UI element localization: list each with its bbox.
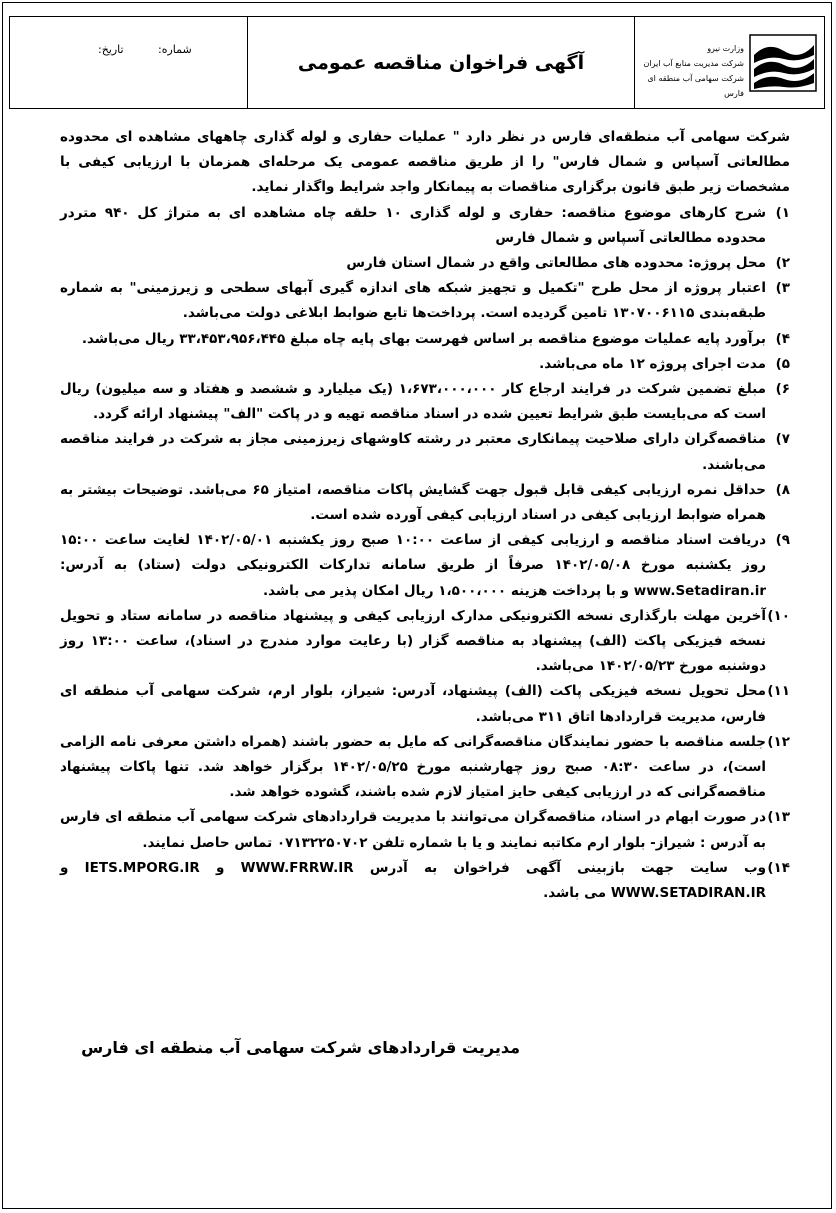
item-text: آخرین مهلت بارگذاری نسخه الکترونیکی مدارک ارزیابی کیفی و پیشنهاد مناقصه در سامانه ستاد و تحویل نسخه فیزیکی پاکت (الف) پیشنهاد به مناقصه گزار (با رعایت موارد مندرج در اسناد)، ساعت ۱۳:۰۰ روز دوشنبه مورخ ۱۴۰۲/۰۵/۲۳ می‌باشد. — [60, 607, 766, 675]
list-item — [60, 251, 790, 276]
setadiran-link[interactable]: www.Setadiran.ir — [633, 582, 766, 599]
item-number: ۸) — [775, 481, 790, 498]
announcement-body — [60, 125, 790, 906]
list-item — [60, 377, 790, 427]
item-text: حداقل نمره ارزیابی کیفی قابل قبول جهت گشایش پاکات مناقصه، امتیاز ۶۵ می‌باشد. توضیحات بیشتر به همراه ضوابط ارزیابی کیفی در اسناد ارزیابی کیفی آورده شده است. — [60, 481, 766, 524]
intro-paragraph: شرکت سهامی آب منطقه‌ای فارس در نظر دارد " عملیات حفاری و لوله گذاری چاههای مشاهده ای محدوده مطالعاتی آسپاس و شمال فارس" را از طریق مناقصه عمومی یک مرحله‌ای همزمان با ارزیابی کیفی با مشخصات زیر طبق قانون برگزاری مناقصات به پیمانکار واجد شرایط واگذار نماید. — [60, 129, 790, 196]
list-item — [60, 201, 790, 251]
title-cell — [248, 17, 635, 108]
logo-cell — [635, 17, 824, 108]
water-company-logo-icon — [748, 33, 818, 93]
frrw-link[interactable]: WWW.FRRW.IR — [240, 859, 354, 876]
number-label: شماره: — [158, 43, 192, 56]
item-text: مناقصه‌گران دارای صلاحیت پیمانکاری معتبر در رشته کاوشهای زیرزمینی مجاز به شرکت در فرایند مناقصه می‌باشند. — [60, 431, 766, 473]
item-text — [60, 856, 766, 906]
item-text: جلسه مناقصه با حضور نمایندگان مناقصه‌گرانی که مایل به حضور باشند (همراه داشتن معرفی نامه الزامی است)، در ساعت ۰۸:۳۰ صبح روز چهارشنبه مورخ ۱۴۰۲/۰۵/۲۵ برگزار خواهد شد. تنها پاکات پیشنهاد مناقصه‌گرانی که در ارزیابی کیفی حایز امتیاز لازم شده باشند، گشوده خواهد شد. — [60, 733, 766, 801]
item-number: ۵) — [775, 355, 790, 372]
item-text: محل پروژه: محدوده های مطالعاتی واقع در شمال استان فارس — [346, 255, 766, 272]
list-item — [60, 478, 790, 528]
item-text: محل تحویل نسخه فیزیکی پاکت (الف) پیشنهاد، آدرس: شیراز، بلوار ارم، شرکت سهامی آب منطقه ای فارس، مدیریت قراردادها اتاق ۳۱۱ می‌باشد. — [60, 683, 766, 725]
list-item — [60, 805, 790, 855]
item-number: ۹) — [775, 532, 790, 549]
item-text — [60, 528, 766, 604]
item-text-part: وب سایت جهت بازبینی آگهی فراخوان به آدرس — [353, 859, 767, 876]
item-number: ۴) — [775, 330, 790, 347]
item-number: ۷) — [775, 431, 790, 448]
item-number: ۱۲) — [767, 733, 790, 750]
item-text: شرح کارهای موضوع مناقصه: حفاری و لوله گذاری ۱۰ حلقه چاه مشاهده ای به متراژ کل ۹۴۰ متردر محدوده مطالعاتی آسپاس و شمال فارس — [60, 204, 766, 246]
org-line: شرکت مدیریت منابع آب ایران — [643, 59, 744, 68]
item-text-part: و — [199, 859, 241, 876]
list-item — [60, 352, 790, 377]
list-item — [60, 730, 790, 806]
item-text: مدت اجرای پروژه ۱۲ ماه می‌باشد. — [539, 355, 766, 372]
item-number: ۱) — [775, 204, 790, 221]
item-text: مبلغ تضمین شرکت در فرایند ارجاع کار ۱،۶۷۳،۰۰۰،۰۰۰ (یک میلیارد و ششصد و هفتاد و سه میلیون) ریال است که می‌بایست طبق شرایط تعیین شده در اسناد مناقصه تهیه و در پاکت "الف" پیشنهاد ارائه گردد. — [60, 381, 767, 423]
item-text: برآورد پایه عملیات موضوع مناقصه بر اساس فهرست بهای پایه چاه مبلغ ۳۳،۴۵۳،۹۵۶،۴۴۵ ریال می‌باشد. — [81, 330, 766, 347]
org-line: وزارت نیرو — [707, 44, 744, 53]
page-title: آگهی فراخوان مناقصه عمومی — [297, 51, 585, 74]
list-item — [60, 679, 790, 729]
list-item — [60, 604, 790, 680]
list-item — [60, 327, 790, 352]
list-item — [60, 528, 790, 604]
setadiran-link[interactable]: WWW.SETADIRAN.IR — [610, 885, 766, 902]
list-item — [60, 856, 790, 906]
letterhead — [9, 16, 825, 109]
org-line: شرکت سهامی آب منطقه ای فارس — [647, 74, 744, 98]
item-text: اعتبار پروژه از محل طرح "تکمیل و تجهیز شبکه های اندازه گیری آبهای سطحی و زیرزمینی" به شماره طبقه‌بندی ۱۳۰۷۰۰۶۱۱۵ تامین گردیده است. پرداخت‌ها تابع ضوابط ابلاغی دولت می‌باشد. — [60, 280, 766, 322]
item-number: ۲) — [775, 255, 790, 272]
date-label: تاریخ: — [98, 43, 124, 56]
item-number: ۳) — [775, 280, 790, 297]
item-number: ۱۴) — [767, 859, 790, 876]
iets-link[interactable]: IETS.MPORG.IR — [84, 859, 200, 876]
item-number: ۱۱) — [767, 683, 790, 700]
tender-conditions-list — [60, 201, 790, 907]
item-text-part: و با پرداخت هزینه ۱،۵۰۰،۰۰۰ ریال امکان پذیر می باشد. — [262, 582, 634, 599]
item-number: ۶) — [775, 381, 790, 398]
item-text-part: دریافت اسناد مناقصه و ارزیابی کیفی از ساعت ۱۰:۰۰ صبح روز یکشنبه ۱۴۰۲/۰۵/۰۱ لغایت ساعت ۱۵:۰۰ روز یکشنبه مورخ ۱۴۰۲/۰۵/۰۸ صرفاً از طریق سامانه تدارکات الکترونیکی دولت (ستاد) به آدرس: — [60, 532, 767, 574]
item-text: در صورت ابهام در اسناد، مناقصه‌گران می‌توانند با مدیریت قراردادهای شرکت سهامی آب منطقه ای فارس به آدرس : شیراز- بلوار ارم مکاتبه نمایند و یا با شماره تلفن ۰۷۱۳۲۲۵۰۷۰۲ تماس حاصل نمایند. — [60, 809, 766, 851]
list-item — [60, 276, 790, 326]
item-text-part: می باشد. — [543, 885, 611, 902]
item-number: ۱۳) — [767, 809, 790, 826]
organization-names — [634, 41, 744, 101]
signature-line: مدیریت قراردادهای شرکت سهامی آب منطقه ای فارس — [81, 1038, 520, 1057]
item-text-part: و — [60, 859, 85, 876]
list-item — [60, 427, 790, 477]
item-number: ۱۰) — [767, 607, 790, 624]
meta-cell — [10, 17, 248, 108]
